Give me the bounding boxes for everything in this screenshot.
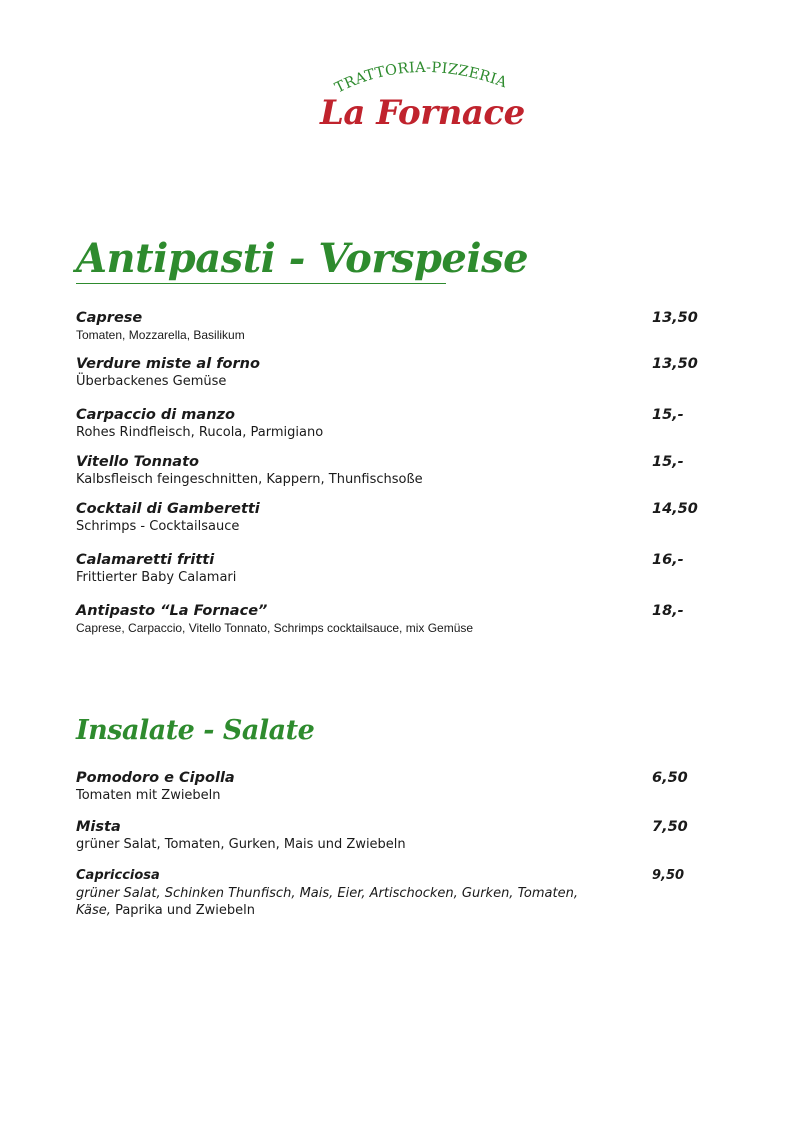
menu-item	[76, 818, 716, 853]
item-description: Rohes Rindfleisch, Rucola, Parmigiano	[76, 425, 324, 440]
menu-item	[76, 453, 716, 488]
item-description: Frittierter Baby Calamari	[76, 570, 237, 585]
item-name: Carpaccio di manzo	[76, 407, 235, 423]
item-description: Tomaten mit Zwiebeln	[76, 788, 221, 803]
item-price: 9,50	[652, 868, 685, 883]
item-price: 13,50	[652, 356, 698, 372]
section-title-insalate: Insalate - Salate	[76, 715, 315, 746]
item-description: grüner Salat, Tomaten, Gurken, Mais und Zwiebeln	[76, 837, 406, 852]
item-description: Tomaten, Mozzarella, Basilikum	[76, 328, 245, 342]
section-title-antipasti: Antipasti - Vorspeise	[76, 235, 529, 282]
item-price: 15,-	[652, 454, 684, 470]
menu-item	[76, 406, 716, 441]
logo-name-text: La Fornace	[320, 93, 525, 132]
item-price: 15,-	[652, 407, 684, 423]
item-price: 14,50	[652, 501, 698, 517]
item-price: 7,50	[652, 819, 688, 835]
item-name: Vitello Tonnato	[76, 454, 199, 470]
item-description-line-1: grüner Salat, Schinken Thunfisch, Mais, Eier, Artischocken, Gurken, Tomaten,	[76, 886, 578, 901]
menu-item	[76, 309, 716, 343]
item-description-italic-part: Käse,	[76, 903, 111, 918]
item-name: Calamaretti fritti	[76, 552, 215, 568]
item-name: Mista	[76, 819, 121, 835]
menu-item	[76, 867, 716, 919]
logo-arc-text: TRATTORIA-PIZZERIA	[332, 59, 510, 97]
item-price: 18,-	[652, 603, 684, 619]
item-name: Cocktail di Gamberetti	[76, 501, 260, 517]
item-price: 6,50	[652, 770, 688, 786]
item-description: Caprese, Carpaccio, Vitello Tonnato, Schrimps cocktailsauce, mix Gemüse	[76, 621, 474, 635]
item-description: Schrimps - Cocktailsauce	[76, 519, 240, 534]
item-price: 13,50	[652, 310, 698, 326]
menu-item	[76, 500, 716, 535]
item-description	[76, 885, 716, 919]
title-underline	[76, 283, 446, 284]
menu-item	[76, 769, 716, 804]
item-price: 16,-	[652, 552, 684, 568]
item-name: Capricciosa	[76, 868, 160, 883]
menu-item	[76, 355, 716, 390]
item-description-plain-part: Paprika und Zwiebeln	[110, 903, 256, 918]
item-description: Kalbsfleisch feingeschnitten, Kappern, Thunfischsoße	[76, 472, 423, 487]
menu-item	[76, 602, 716, 636]
restaurant-logo	[318, 52, 533, 132]
menu-item	[76, 551, 716, 586]
item-description: Überbackenes Gemüse	[76, 374, 227, 389]
item-name: Antipasto “La Fornace”	[76, 603, 268, 619]
item-description-line-2	[76, 902, 716, 919]
item-name: Pomodoro e Cipolla	[76, 770, 235, 786]
item-name: Caprese	[76, 310, 143, 326]
item-name: Verdure miste al forno	[76, 356, 260, 372]
